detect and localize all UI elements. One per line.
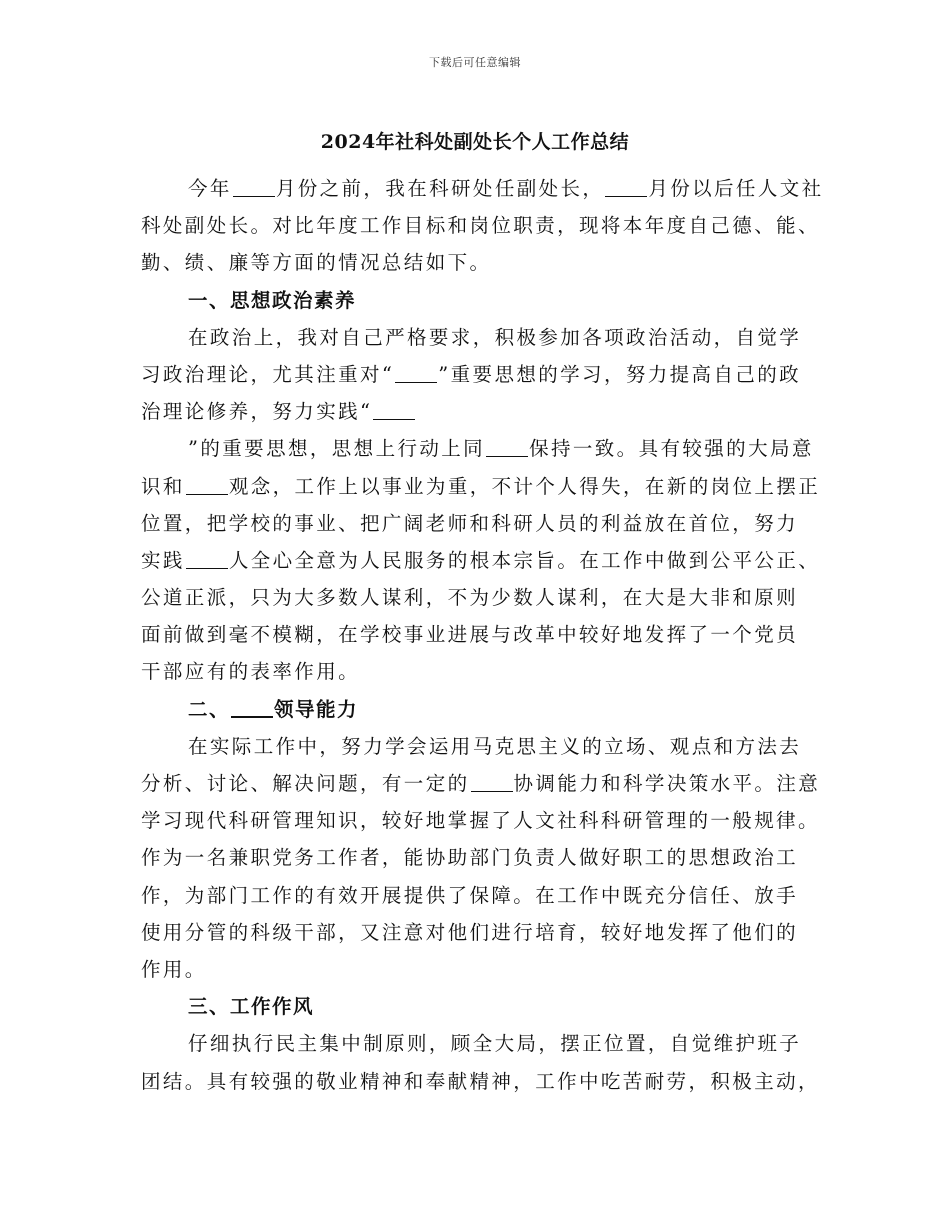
- document-title: 2024年社科处副处长个人工作总结: [320, 131, 630, 153]
- paragraph-line: 作用。: [141, 957, 207, 981]
- paragraph-line: [141, 393, 831, 430]
- paragraph-line: 作，为部门工作的有效开展提供了保障。在工作中既充分信任、放手: [141, 883, 799, 907]
- fill-blank: [186, 476, 228, 495]
- fill-blank: [486, 438, 528, 457]
- text-run: ”的重要思想，思想上行动上同: [188, 437, 486, 461]
- paragraph-line: 科处副处长。对比年度工作目标和岗位职责，现将本年度自己德、能、: [141, 214, 820, 238]
- paragraph-line: 面前做到毫不模糊，在学校事业进展与改革中较好地发挥了一个党员: [141, 623, 799, 647]
- fill-blank: [186, 550, 228, 569]
- paragraph-line: 勤、绩、廉等方面的情况总结如下。: [141, 251, 492, 275]
- text-run: 治理论修养，努力实践“: [141, 400, 373, 424]
- paragraph-line: 使用分管的科级干部，又注意对他们进行培育，较好地发挥了他们的: [141, 920, 799, 944]
- text-run: 分析、讨论、解决问题，有一定的: [141, 772, 470, 795]
- paragraph-line: [141, 468, 831, 505]
- fill-blank: [231, 698, 273, 718]
- text-run: 人全心全意为人民服务的根本宗旨。在工作中做到公平公正、: [228, 548, 821, 572]
- text-run: 今年: [188, 177, 232, 200]
- section-heading: 三、工作作风: [188, 995, 315, 1019]
- text-run: 领导能力: [274, 697, 359, 721]
- paragraph-line: 干部应有的表率作用。: [141, 660, 361, 684]
- text-run: 月份以后任人文社: [648, 177, 824, 200]
- section-heading: 一、思想政治素养: [188, 288, 357, 312]
- text-run: 二、: [188, 697, 231, 721]
- paragraph-line: 学习现代科研管理知识，较好地掌握了人文社科科研管理的一般规律。: [141, 809, 820, 833]
- paragraph-line: 在政治上，我对自己严格要求，积极参加各项政治活动，自觉学: [188, 325, 802, 349]
- text-run: 月份之前，我在科研处任副处长，: [275, 177, 605, 200]
- paragraph-line: [141, 170, 831, 207]
- paragraph-line: 团结。具有较强的敬业精神和奉献精神，工作中吃苦耐劳，积极主动，: [141, 1069, 820, 1093]
- text-run: 保持一致。具有较强的大局意: [529, 437, 814, 461]
- section-heading: [141, 691, 831, 728]
- text-run: 习政治理论，尤其注重对“: [141, 362, 395, 386]
- paragraph-line: 在实际工作中，努力学会运用马克思主义的立场、观点和方法去: [188, 734, 802, 758]
- paragraph-line: 作为一名兼职党务工作者，能协助部门负责人做好职工的思想政治工: [141, 846, 799, 870]
- text-run: 识和: [141, 474, 185, 498]
- paragraph-line: [141, 356, 831, 393]
- text-run: 实践: [141, 548, 185, 572]
- document-body: [141, 170, 831, 1100]
- paragraph-line: [141, 542, 831, 579]
- paragraph-line: 仔细执行民主集中制原则，顾全大局，摆正位置，自觉维护班子: [188, 1032, 802, 1056]
- paragraph-line: 位置，把学校的事业、把广阔老师和科研人员的利益放在首位，努力: [141, 511, 799, 535]
- fill-blank: [233, 178, 275, 197]
- fill-blank: [373, 401, 415, 420]
- fill-blank: [395, 364, 437, 383]
- text-run: 协调能力和科学决策水平。注意: [513, 772, 821, 795]
- fill-blank: [605, 178, 647, 197]
- text-run: 观念，工作上以事业为重，不计个人得失，在新的岗位上摆正: [228, 474, 821, 498]
- paragraph-line: [141, 430, 831, 467]
- paragraph-line: [141, 765, 831, 802]
- paragraph-line: 公道正派，只为大多数人谋利，不为少数人谋利，在大是大非和原则: [141, 586, 799, 610]
- fill-blank: [471, 773, 513, 792]
- page-header-note: 下载后可任意编辑: [429, 56, 521, 69]
- text-run: ”重要思想的学习，努力提高自己的政: [438, 362, 802, 386]
